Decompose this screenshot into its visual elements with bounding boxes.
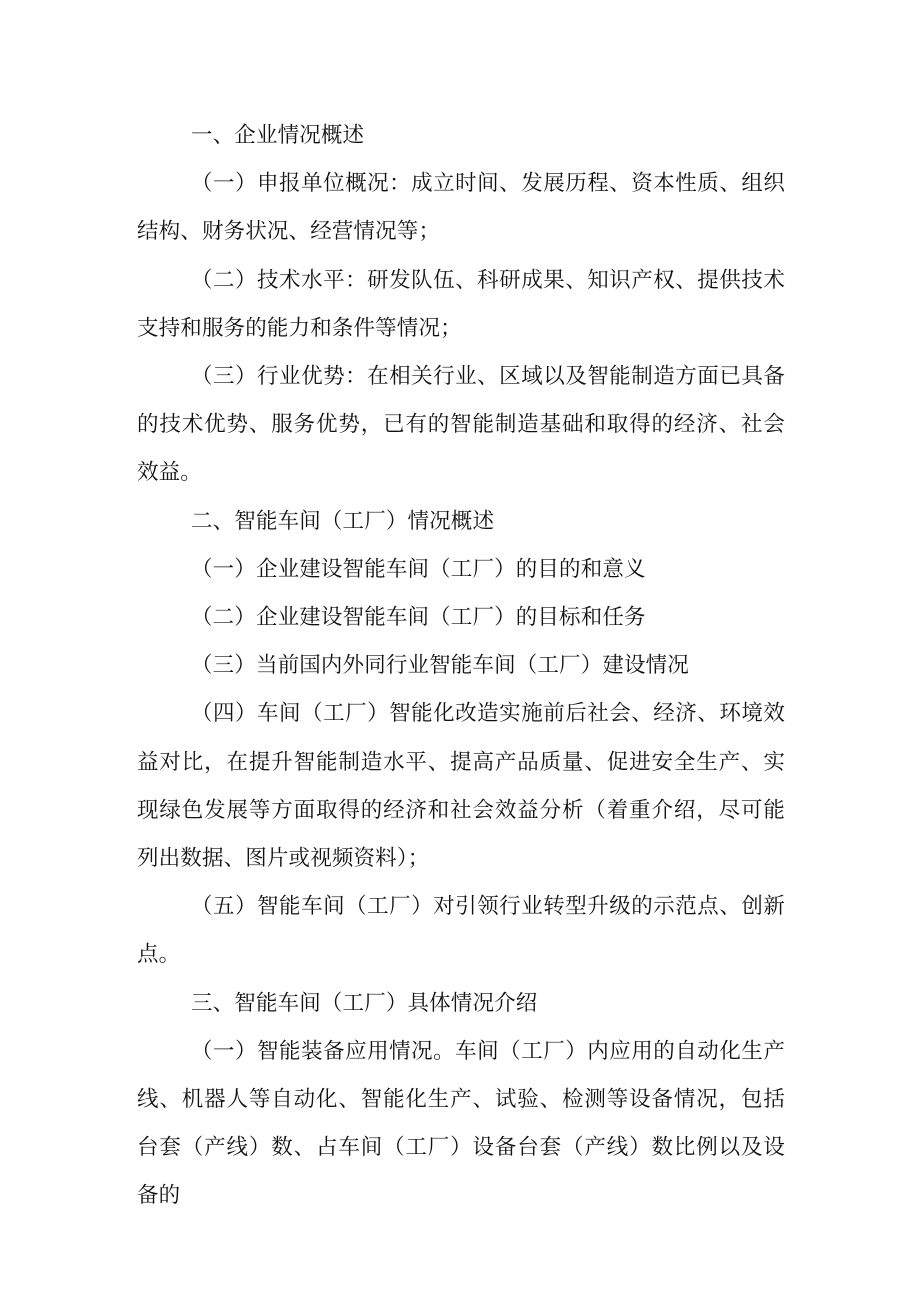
- paragraph-2-5: （五）智能车间（工厂）对引领行业转型升级的示范点、创新点。: [137, 894, 785, 968]
- paragraph-2-3: （三）当前国内外同行业智能车间（工厂）建设情况: [191, 653, 689, 679]
- paragraph-1-1: （一）申报单位概况：成立时间、发展历程、资本性质、组织结构、财务状况、经营情况等；: [137, 171, 785, 245]
- document-body: [137, 112, 785, 1221]
- paragraph-3-1: （一）智能装备应用情况。车间（工厂）内应用的自动化生产线、机器人等自动化、智能化生产、试验、检测等设备情况，包括台套（产线）数、占车间（工厂）设备台套（产线）数比例以及设备的: [137, 1038, 785, 1209]
- paragraph-2-1: （一）企业建设智能车间（工厂）的目的和意义: [191, 556, 646, 582]
- paragraph-2-4: （四）车间（工厂）智能化改造实施前后社会、经济、环境效益对比，在提升智能制造水平、提高产品质量、促进安全生产、实现绿色发展等方面取得的经济和社会效益分析（着重介绍，尽可能列出数据、图片或视频资料）；: [137, 701, 785, 872]
- paragraph-1-2: （二）技术水平：研发队伍、科研成果、知识产权、提供技术支持和服务的能力和条件等情况；: [137, 267, 785, 341]
- section-heading-1: 一、企业情况概述: [191, 123, 365, 148]
- paragraph-1-3: （三）行业优势：在相关行业、区域以及智能制造方面已具备的技术优势、服务优势，已有的智能制造基础和取得的经济、社会效益。: [137, 364, 785, 486]
- section-heading-3: 三、智能车间（工厂）具体情况介绍: [191, 990, 538, 1016]
- paragraph-2-2: （二）企业建设智能车间（工厂）的目标和任务: [191, 605, 646, 631]
- section-heading-2: 二、智能车间（工厂）情况概述: [191, 508, 495, 534]
